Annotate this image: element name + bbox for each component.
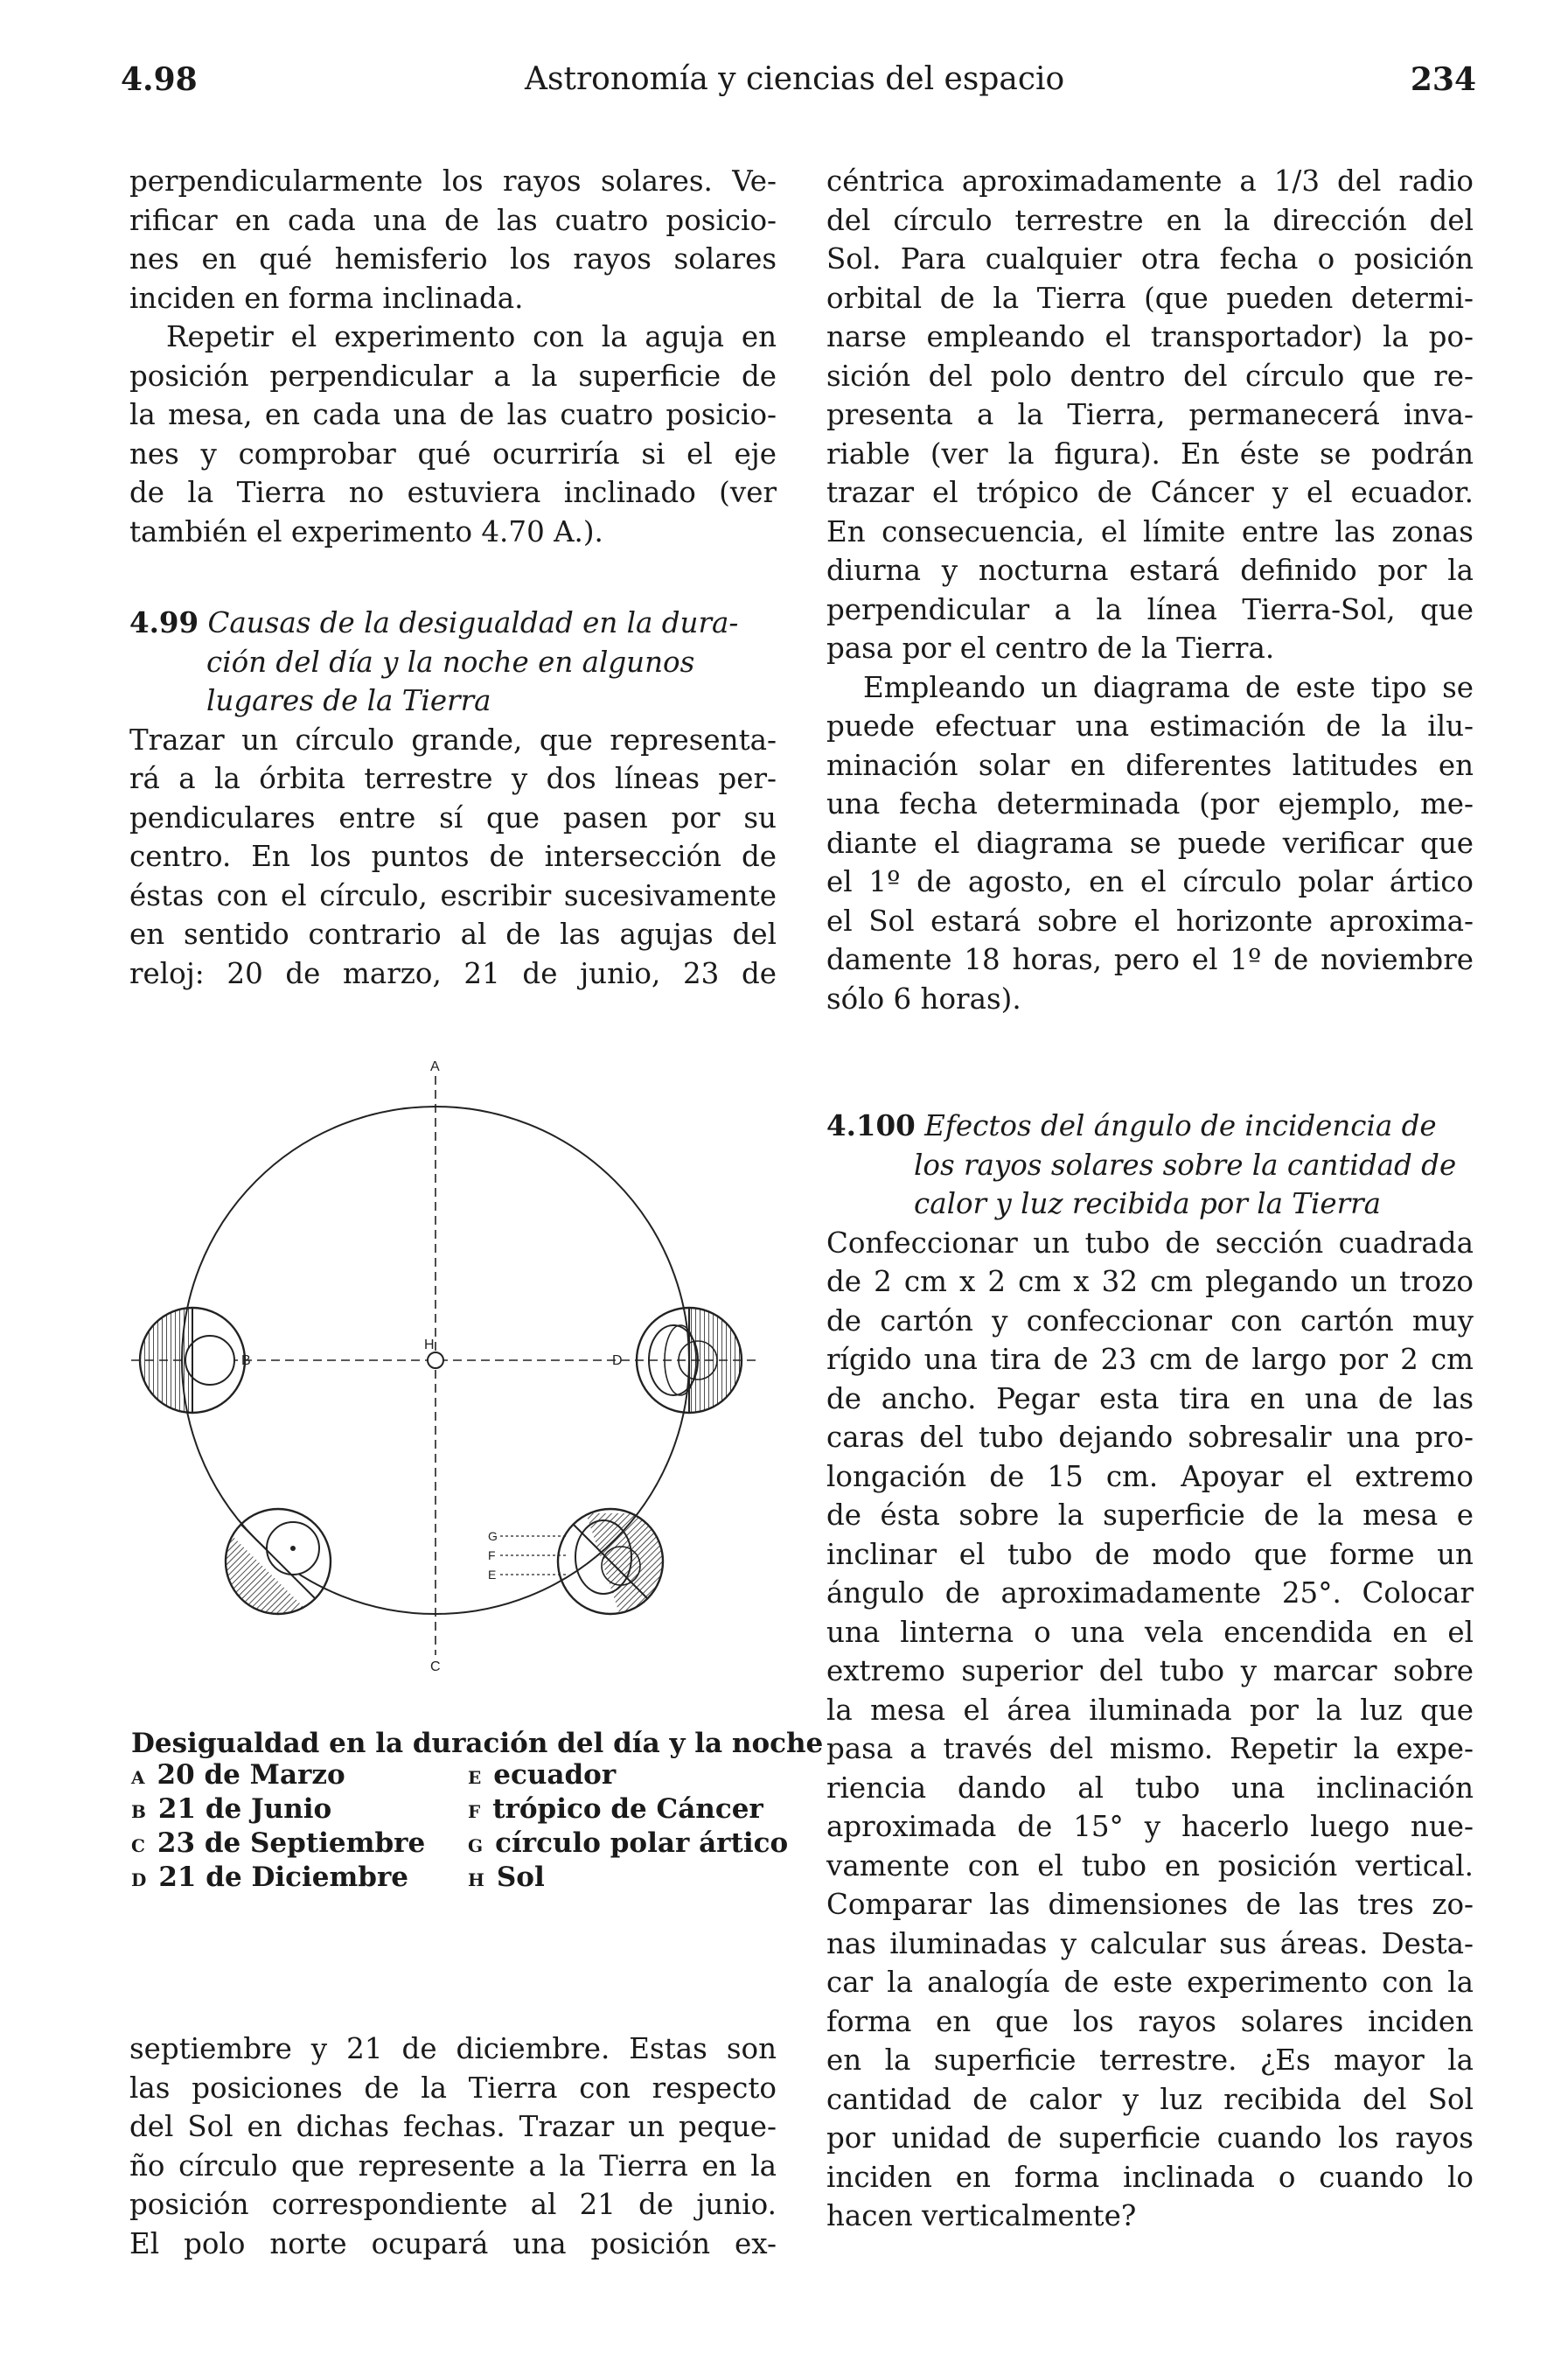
text-line: riencia dando al tubo una inclinación: [826, 1771, 1474, 1805]
text-line: hacen verticalmente?: [826, 2199, 1137, 2232]
orbit-diagram: [114, 1058, 778, 1688]
text-line: caras del tubo dejando sobresalir una pro-: [826, 1421, 1474, 1454]
text-line: cantidad de calor y luz recibida del Sol: [826, 2082, 1474, 2116]
text-line: una fecha determinada (por ejemplo, me-: [826, 787, 1474, 821]
earth-march: [586, 1513, 673, 1618]
text-line: aproximada de 15° y hacerlo luego nue-: [826, 1810, 1474, 1843]
text-line: de cartón y confeccionar con cartón muy: [826, 1303, 1474, 1338]
text-line: las posiciones de la Tierra con respecto: [129, 2071, 777, 2105]
text-line: Repetir el experimento con la aguja en: [166, 320, 777, 353]
header-section-number: 4.98: [121, 61, 198, 98]
text-line: narse empleando el transportador) la po-: [826, 320, 1474, 353]
text-line: la mesa, en cada una de las cuatro posicio-: [129, 398, 777, 431]
label-a: A: [430, 1059, 440, 1074]
right-column-top: [826, 162, 1474, 1018]
text-line: posición perpendicular a la superficie de: [129, 359, 777, 393]
text-line: pasa por el centro de la Tierra.: [826, 632, 1275, 665]
text-line: rá a la órbita terrestre y dos líneas per-: [129, 762, 777, 795]
section-4-100: [826, 1107, 1474, 2236]
text-line: nes y comprobar qué ocurriría si el eje: [129, 437, 777, 471]
text-line: de la Tierra no estuviera inclinado (ver: [129, 476, 777, 509]
caption-item: G círculo polar ártico: [468, 1827, 789, 1859]
text-line: inciden en forma inclinada.: [129, 281, 524, 315]
text-line: longación de 15 cm. Apoyar el extremo: [826, 1459, 1474, 1493]
text-line: vamente con el tubo en posición vertical.: [826, 1848, 1474, 1883]
sun-marker: [428, 1352, 443, 1368]
section-title: lugares de la Tierra: [206, 684, 491, 717]
text-line: diurna y nocturna estará definido por la: [826, 554, 1474, 587]
text-line: de 2 cm x 2 cm x 32 cm plegando un trozo: [826, 1265, 1474, 1298]
left-column-bottom: [129, 2029, 777, 2263]
text-line: diante el diagrama se puede verificar que: [826, 826, 1474, 860]
text-line: El polo norte ocupará una posición ex-: [129, 2226, 777, 2260]
text-line: centro. En los puntos de intersección de: [129, 840, 777, 873]
caption-item: A 20 de Marzo: [131, 1759, 345, 1791]
caption-item: F trópico de Cáncer: [468, 1793, 763, 1825]
section-4-99: [129, 604, 777, 993]
text-line: rígido una tira de 23 cm de largo por 2 cm: [826, 1343, 1474, 1376]
left-column-top: [129, 162, 777, 551]
text-line: perpendicularmente los rayos solares. Ve-: [129, 164, 777, 198]
page-number: 234: [1410, 61, 1476, 98]
text-line: forma en que los rayos solares inciden: [826, 2004, 1474, 2038]
text-line: sólo 6 horas).: [826, 981, 1021, 1016]
text-line: el 1º de agosto, en el círculo polar ártico: [826, 865, 1474, 898]
label-g: G: [488, 1529, 498, 1543]
label-e: E: [488, 1568, 497, 1582]
text-line: una linterna o una vela encendida en el: [826, 1615, 1474, 1649]
text-line: perpendicular a la línea Tierra-Sol, que: [826, 592, 1474, 626]
section-number: 4.100: [826, 1108, 916, 1142]
text-line: Comparar las dimensiones de las tres zo-: [826, 1888, 1474, 1921]
text-line: ño círculo que represente a la Tierra en la: [129, 2148, 777, 2183]
text-line: damente 18 horas, pero el 1º de noviembre: [826, 943, 1474, 976]
text-line: rificar en cada una de las cuatro posicio-: [129, 203, 777, 237]
text-line: Sol. Para cualquier otra fecha o posición: [826, 242, 1474, 276]
text-line: Trazar un círculo grande, que representa-: [129, 723, 777, 757]
text-line: del Sol en dichas fechas. Trazar un peque-: [129, 2110, 777, 2143]
text-line: presenta a la Tierra, permanecerá inva-: [826, 398, 1474, 431]
figure-caption: [131, 1728, 824, 1896]
section-number: 4.99: [129, 605, 199, 639]
label-h: H: [424, 1338, 435, 1352]
text-line: septiembre y 21 de diciembre. Estas son: [129, 2032, 777, 2065]
label-d: D: [612, 1353, 623, 1368]
text-line: ángulo de aproximadamente 25°. Colocar: [826, 1576, 1474, 1610]
text-line: por unidad de superficie cuando los rayos: [826, 2121, 1474, 2155]
caption-item: E ecuador: [468, 1759, 617, 1791]
caption-item: H Sol: [468, 1862, 545, 1893]
text-line: en sentido contrario al de las agujas del: [129, 918, 777, 951]
text-line: pasa a través del mismo. Repetir la expe-: [826, 1732, 1474, 1765]
caption-item: B 21 de Junio: [131, 1793, 332, 1825]
section-title: calor y luz recibida por la Tierra: [914, 1187, 1382, 1220]
text-line: céntrica aproximadamente a 1/3 del radio: [826, 164, 1474, 198]
section-title: ción del día y la noche en algunos: [206, 645, 695, 679]
label-c: C: [430, 1659, 441, 1674]
text-line: éstas con el círculo, escribir sucesivamente: [129, 878, 777, 912]
text-line: posición correspondiente al 21 de junio.: [129, 2188, 777, 2221]
caption-item: C 23 de Septiembre: [131, 1827, 426, 1859]
section-title: Efectos del ángulo de incidencia de: [924, 1109, 1437, 1142]
text-line: el Sol estará sobre el horizonte aproxima-: [826, 904, 1474, 938]
text-line: minación solar en diferentes latitudes en: [826, 748, 1474, 782]
text-line: inclinar el tubo de modo que forme un: [826, 1537, 1474, 1571]
text-line: sición del polo dentro del círculo que re-: [826, 359, 1474, 393]
text-line: la mesa el área iluminada por la luz que: [826, 1693, 1474, 1727]
text-line: orbital de la Tierra (que pueden determi-: [826, 281, 1474, 315]
text-line: riable (ver la figura). En éste se podrán: [826, 437, 1474, 471]
text-line: En consecuencia, el límite entre las zonas: [826, 514, 1474, 548]
text-line: pendiculares entre sí que pasen por su: [129, 800, 777, 835]
caption-item: D 21 de Diciembre: [131, 1862, 409, 1893]
section-title: Causas de la desigualdad en la dura-: [207, 606, 739, 639]
section-title: los rayos solares sobre la cantidad de: [914, 1148, 1457, 1182]
label-b: B: [241, 1353, 251, 1368]
text-line: de ancho. Pegar esta tira en una de las: [826, 1381, 1474, 1415]
text-line: en la superficie terrestre. ¿Es mayor la: [826, 2043, 1474, 2077]
text-line: de ésta sobre la superficie de la mesa e: [826, 1498, 1474, 1532]
text-line: trazar el trópico de Cáncer y el ecuador.: [826, 476, 1474, 509]
page-header: [0, 61, 1568, 114]
text-line: también el experimento 4.70 A.).: [129, 514, 603, 548]
text-line: reloj: 20 de marzo, 21 de junio, 23 de: [129, 956, 777, 990]
text-line: car la analogía de este experimento con la: [826, 1966, 1474, 1999]
text-line: inciden en forma inclinada o cuando lo: [826, 2160, 1474, 2194]
text-line: nas iluminadas y calcular sus áreas. Desta-: [826, 1926, 1474, 1960]
text-line: Confeccionar un tubo de sección cuadrada: [826, 1226, 1474, 1260]
caption-title: Desigualdad en la duración del día y la noche: [131, 1728, 824, 1759]
header-title: Astronomía y ciencias del espacio: [525, 61, 1065, 97]
text-line: puede efectuar una estimación de la ilu-: [826, 709, 1474, 743]
text-line: Empleando un diagrama de este tipo se: [863, 670, 1474, 704]
text-line: extremo superior del tubo y marcar sobre: [826, 1654, 1474, 1687]
text-line: del círculo terrestre en la dirección del: [826, 203, 1474, 237]
text-line: nes en qué hemisferio los rayos solares: [129, 242, 777, 276]
label-f: F: [488, 1548, 496, 1562]
